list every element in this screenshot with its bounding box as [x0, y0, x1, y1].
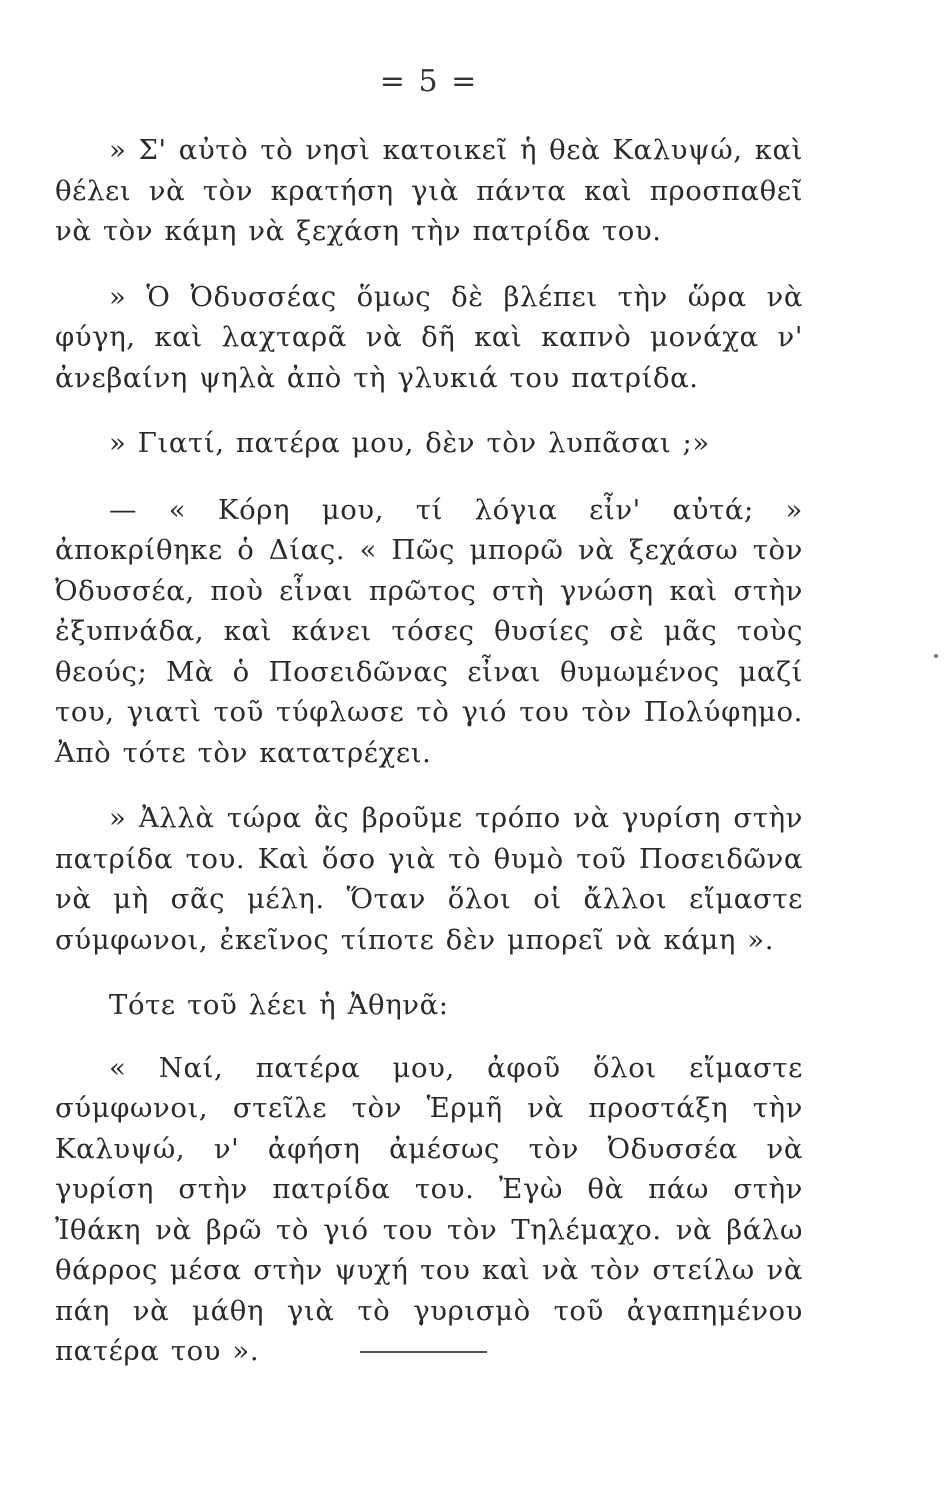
paragraph-odysseus-longing: » Ὁ Ὀδυσσέας ὅμως δὲ βλέπει τὴν ὥρα νὰ φύγη, καὶ λαχταρᾶ νὰ δῆ καὶ καπνὸ μονάχα ν' ἀνεβαίνη ψηλὰ ἀπὸ τὴ γλυκιά του πατρίδα.: [55, 280, 803, 394]
paragraph-athena-question: » Γιατί, πατέρα μου, δὲν τὸν λυπᾶσαι ;»: [109, 427, 710, 459]
section-end-rule: [360, 1351, 487, 1353]
paragraph-zeus-plan: » Ἀλλὰ τώρα ἂς βροῦμε τρόπο νὰ γυρίση στὴν πατρίδα του. Καὶ ὅσο γιὰ τὸ θυμὸ τοῦ Ποσειδῶνα νὰ μὴ σᾶς μέλη. Ὅταν ὅλοι οἱ ἄλλοι εἴμαστε σύμφωνοι, ἐκεῖνος τίποτε δὲν μπορεῖ νὰ κάμη ».: [55, 802, 803, 956]
paragraph-athena-speaks: Τότε τοῦ λέει ἡ Ἀθηνᾶ:: [109, 989, 449, 1021]
paragraph-athena-proposal: « Ναί, πατέρα μου, ἀφοῦ ὅλοι εἴμαστε σύμφωνοι, στεῖλε τὸν Ἑρμῆ νὰ προστάξη τὴν Καλυψώ, ν' ἀφήση ἀμέσως τὸν Ὀδυσσέα νὰ γυρίση στὴν πατρίδα του. Ἐγὼ θὰ πάω στὴν Ἰθάκη νὰ βρῶ τὸ γιό του τὸν Τηλέμαχο. νὰ βάλω θάρρος μέσα στὴν ψυχή του καὶ νὰ τὸν στείλω νὰ πάη νὰ μάθη γιὰ τὸ γυρισμὸ τοῦ ἀγαπημένου πατέρα του ».: [55, 1051, 803, 1367]
paragraph-zeus-reply: — « Κόρη μου, τί λόγια εἶν' αὐτά; » ἀποκρίθηκε ὁ Δίας. « Πῶς μπορῶ νὰ ξεχάσω τὸν Ὀδυσσέα, ποὺ εἶναι πρῶτος στὴ γνώση καὶ στὴν ἐξυπνάδα, καὶ κάνει τόσες θυσίες σὲ μᾶς τοὺς θεούς; Μὰ ὁ Ποσειδῶνας εἶναι θυμωμένος μαζί του, γιατὶ τοῦ τύφλωσε τὸ γιό του τὸν Πολύφημο. Ἀπὸ τότε τὸν κατατρέχει.: [55, 493, 803, 769]
print-speck: [934, 654, 938, 658]
paragraph-calypso-island: » Σ' αὐτὸ τὸ νησὶ κατοικεῖ ἡ θεὰ Καλυψώ, καὶ θέλει νὰ τὸν κρατήση γιὰ πάντα καὶ προσπαθεῖ νὰ τὸν κάμη νὰ ξεχάση τὴν πατρίδα του.: [55, 134, 803, 247]
page-number: = 5 =: [379, 64, 479, 99]
body-text: [55, 130, 803, 1397]
